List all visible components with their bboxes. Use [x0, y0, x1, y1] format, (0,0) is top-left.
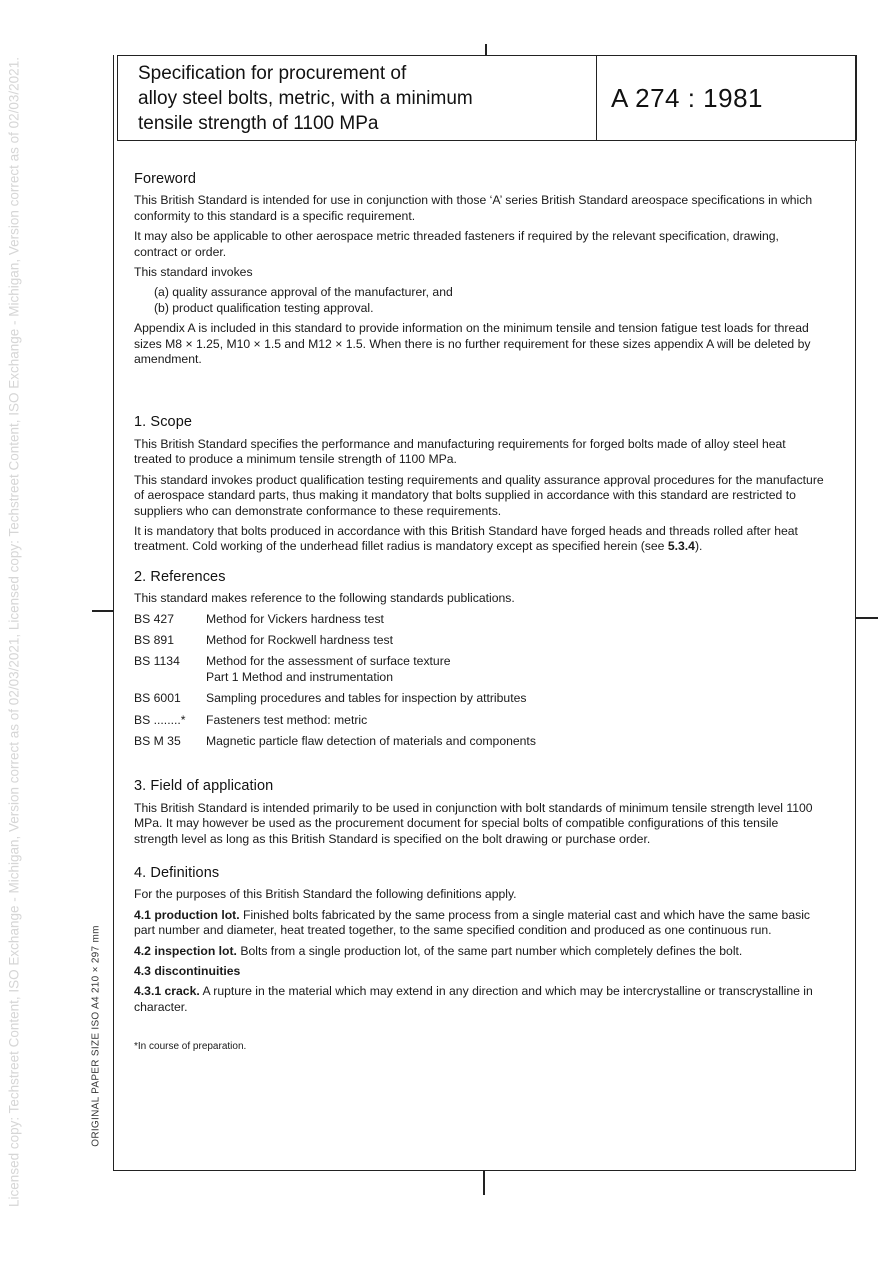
reference-code: BS 427	[134, 611, 174, 626]
reference-title: Method for Vickers hardness test	[206, 611, 384, 626]
definition-text: Finished bolts fabricated by the same process from a single material cast and which have the same basic part number and diameter, heat treated together, to the same specified condition and produced as one continuous run.	[134, 907, 811, 938]
section-heading: 2. References	[134, 568, 226, 585]
paragraph: For the purposes of this British Standard the following definitions apply.	[134, 887, 517, 902]
reference-title: Sampling procedures and tables for inspection by attributes	[206, 691, 527, 706]
text-run: It is mandatory that bolts produced in accordance with this British Standard have forged heads and threads rolled after heat treatment. Cold working of the underhead fillet radius is mandatory except as specified herein (see	[134, 523, 798, 554]
foreword-section	[134, 172, 824, 367]
paragraph: This standard invokes	[134, 265, 253, 280]
subsection-heading: 4.3 discontinuities	[134, 964, 241, 979]
reference-code: BS M 35	[134, 733, 181, 748]
list-item: (b) product qualification testing approval.	[154, 300, 374, 315]
reference-code: BS 1134	[134, 654, 180, 669]
reference-code: BS ........*	[134, 712, 186, 727]
definition	[134, 908, 824, 939]
section-heading: 3. Field of application	[134, 778, 274, 795]
paper-size-note	[88, 900, 104, 1172]
paragraph: This British Standard is intended for use in conjunction with those ‘A’ series British Standard areospace specifications in which conformity to this standard is a specific requirement.	[134, 193, 813, 223]
watermark	[4, 0, 24, 1263]
bottom-center-mark	[483, 1171, 485, 1195]
paragraph: Appendix A is included in this standard to provide information on the minimum tensile and tension fatigue test loads for thread sizes M8 × 1.25, M10 × 1.5 and M12 × 1.5. When there is no further requirement for these sizes appendix A will be deleted by amendment.	[134, 321, 811, 367]
reference-title	[206, 654, 824, 685]
definitions-section	[134, 866, 824, 1015]
title-line: tensile strength of 1100 MPa	[138, 113, 379, 134]
list-item: (a) quality assurance approval of the manufacturer, and	[154, 285, 453, 300]
text-run: ).	[694, 539, 703, 554]
field-of-application-section	[134, 779, 824, 847]
section-heading: 4. Definitions	[134, 865, 220, 881]
paragraph: This standard makes reference to the following standards publications.	[134, 591, 515, 606]
definition-term: 4.2 inspection lot.	[134, 943, 237, 958]
paragraph: This British Standard is intended primarily to be used in conjunction with bolt standards of minimum tensile strength level 1100 MPa. It may however be used as the procurement document for special bolts of compatible configurations of this tensile strength level as long as this British Standard is specified on the bolt drawing or purchase order.	[134, 800, 813, 846]
title-line: alloy steel bolts, metric, with a minimum	[138, 88, 473, 109]
document-header	[117, 55, 857, 141]
standard-number: A 274 : 1981	[611, 82, 764, 113]
definition-term: 4.3.1 crack.	[134, 984, 200, 999]
definition-text: A rupture in the material which may extend in any direction and which may be intercrystalline or transcrystalline in character.	[134, 984, 813, 1014]
document-body	[134, 172, 824, 1060]
clause-reference: 5.3.4	[667, 539, 695, 554]
paragraph: This British Standard specifies the performance and manufacturing requirements for forged bolts made of alloy steel heat treated to produce a minimum tensile strength of 1100 MPa.	[134, 436, 786, 467]
reference-code: BS 891	[134, 632, 174, 647]
watermark-text: Licensed copy: Techstreet Content, ISO Exchange - Michigan, Version correct as of 02/03/2021, Licensed copy: Techstreet Content, ISO Exchange - Michigan, Version correct as of 02/03/2021.	[6, 56, 22, 1207]
reference-title: Fasteners test method: metric	[206, 712, 368, 727]
reference-title: Method for Rockwell hardness test	[206, 632, 393, 647]
right-fold-mark	[856, 617, 878, 619]
reference-code: BS 6001	[134, 691, 181, 706]
reference-title-text: Method for the assessment of surface texture	[206, 654, 451, 669]
definition-text: Bolts from a single production lot, of the same part number which completely defines the bolt.	[236, 943, 743, 958]
section-heading: 1. Scope	[134, 414, 193, 431]
document-title	[118, 56, 597, 140]
paragraph	[134, 524, 824, 555]
reference-list	[134, 612, 824, 750]
definition-term: 4.1 production lot.	[134, 907, 240, 922]
paragraph: This standard invokes product qualification testing requirements and quality assurance approval procedures for the manufacture of aerospace standard parts, thus making it mandatory that bolts supplied in accordance with this standard are restricted to suppliers who can demonstrate conformance to these requirements.	[134, 472, 824, 518]
title-line: Specification for procurement of	[138, 63, 407, 84]
section-heading: Foreword	[134, 171, 197, 187]
paper-size-text: ORIGINAL PAPER SIZE ISO A4 210 × 297 mm	[90, 925, 102, 1147]
left-fold-mark	[92, 610, 114, 612]
definition	[134, 944, 824, 959]
references-section	[134, 570, 824, 750]
definition	[134, 984, 824, 1015]
reference-title: Magnetic particle flaw detection of materials and components	[206, 733, 536, 748]
footnote: *In course of preparation.	[134, 1041, 247, 1053]
paragraph: It may also be applicable to other aerospace metric threaded fasteners if required by the relevant specification, drawing, contract or order.	[134, 229, 779, 259]
scope-section	[134, 415, 824, 554]
reference-subtitle: Part 1 Method and instrumentation	[206, 669, 393, 684]
